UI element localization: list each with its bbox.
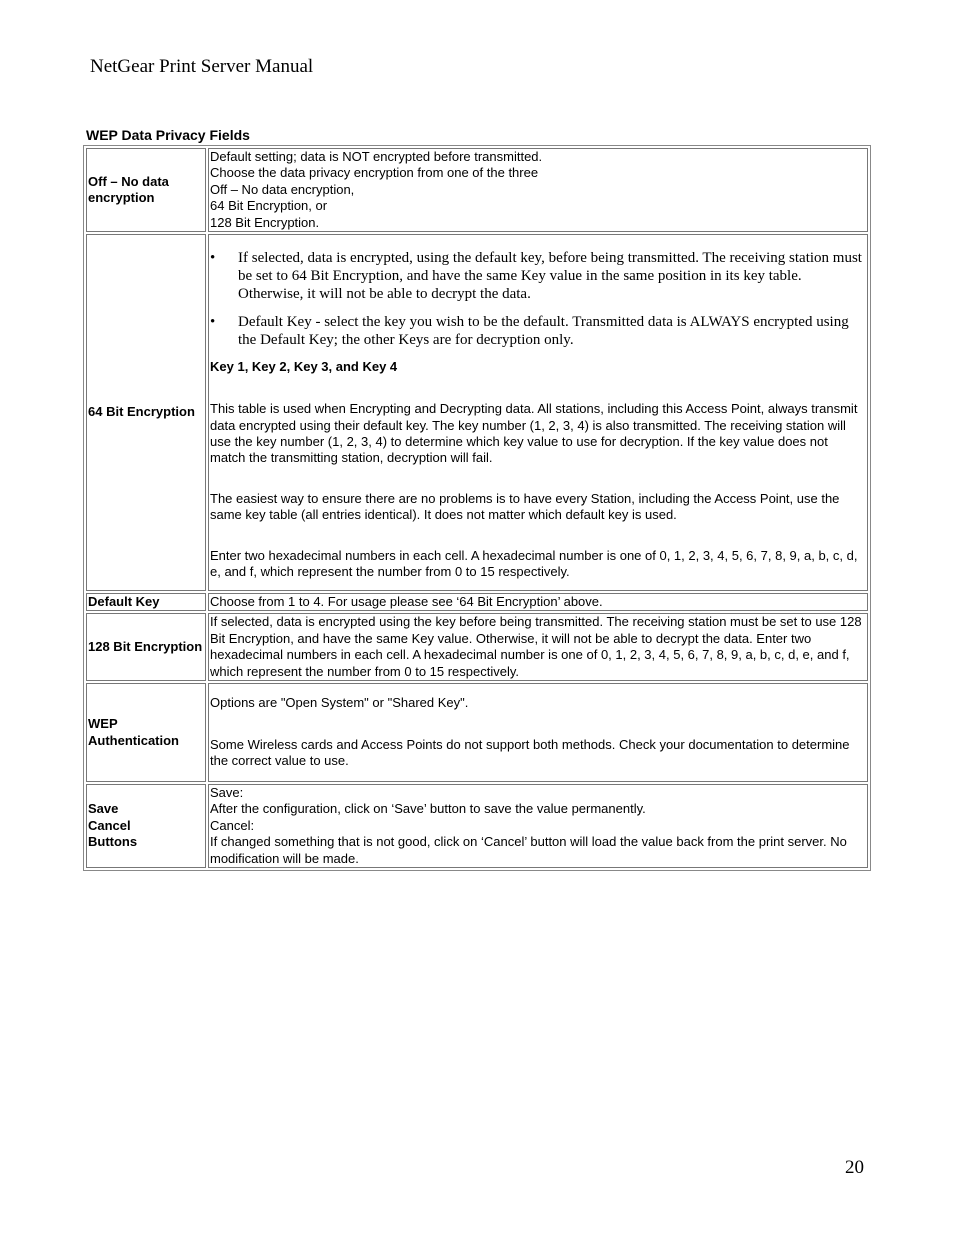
field-description bbox=[208, 683, 868, 782]
bullet-list bbox=[210, 249, 866, 349]
field-description bbox=[208, 784, 868, 868]
paragraph: Some Wireless cards and Access Points do not support both methods. Check your documentation to determine the correct value to use. bbox=[210, 736, 850, 769]
description-line: If changed something that is not good, click on ‘Cancel’ button will load the value back from the print server. No modification will be made. bbox=[210, 834, 847, 866]
field-description bbox=[208, 234, 868, 591]
list-item bbox=[210, 249, 866, 303]
description-line: Off – No data encryption, bbox=[210, 181, 355, 197]
paragraph: The easiest way to ensure there are no problems is to have every Station, including the Access Point, use the same key table (all entries identical). It does not matter which default key is used. bbox=[210, 490, 840, 523]
bullet-text: If selected, data is encrypted, using the default key, before being transmitted. The receiving station must be set to 64 Bit Encryption, and have the same Key value in the same position in its key table. Otherwise, it will not be able to decrypt the data. bbox=[238, 249, 862, 302]
description-line: Choose from 1 to 4. For usage please see ‘64 Bit Encryption’ above. bbox=[210, 594, 603, 610]
table-row bbox=[86, 784, 868, 868]
table-row bbox=[86, 234, 868, 591]
table-row bbox=[86, 148, 868, 232]
paragraph: Options are "Open System" or "Shared Key". bbox=[210, 695, 469, 711]
description-line: After the configuration, click on ‘Save’ button to save the value permanently. bbox=[210, 801, 646, 817]
description-line: Save: bbox=[210, 785, 244, 801]
field-description bbox=[208, 613, 868, 681]
field-label: Default Key bbox=[86, 593, 206, 611]
description-line: 64 Bit Encryption, or bbox=[210, 198, 328, 214]
field-label: 128 Bit Encryption bbox=[86, 613, 206, 681]
field-description bbox=[208, 148, 868, 232]
label-line: Buttons bbox=[88, 834, 138, 850]
table-row bbox=[86, 683, 868, 782]
bullet-icon: • bbox=[210, 313, 216, 330]
description-line: 128 Bit Encryption. bbox=[210, 214, 320, 230]
description-line: Choose the data privacy encryption from one of the three bbox=[210, 165, 539, 181]
description-line: If selected, data is encrypted using the key before being transmitted. The receiving station must be set to use 128 Bit Encryption, and have the same Key value. Otherwise, it will not be able to decrypt the data. Enter two hexadecimal numbers in each cell. A hexadecimal number is one of 0, 1, 2, 3, 4, 5, 6, 7, 8, 9, a, b, c, d, e, and f, which represent the number from 0 to 15 respectively. bbox=[210, 614, 862, 679]
subheading: Key 1, Key 2, Key 3, and Key 4 bbox=[210, 358, 398, 374]
description-line: Default setting; data is NOT encrypted before transmitted. bbox=[210, 149, 543, 164]
label-line: Cancel bbox=[88, 817, 131, 833]
bullet-icon: • bbox=[210, 249, 216, 266]
field-description bbox=[208, 593, 868, 611]
wep-fields-table bbox=[83, 145, 871, 871]
field-label: 64 Bit Encryption bbox=[86, 234, 206, 591]
field-label: Off – No data encryption bbox=[86, 148, 206, 232]
table-row bbox=[86, 613, 868, 681]
section-title: WEP Data Privacy Fields bbox=[86, 127, 250, 143]
list-item bbox=[210, 313, 866, 349]
paragraph: This table is used when Encrypting and Decrypting data. All stations, including this Access Point, always transmit data encrypted using their default key. The key number (1, 2, 3, 4) is also transmitted. The receiving station will use the key number (1, 2, 3, 4) to determine which key value to use for decryption. If the key value does not match the transmitting station, decryption will fail. bbox=[210, 401, 858, 466]
field-label bbox=[86, 784, 206, 868]
field-label: WEP Authentication bbox=[86, 683, 206, 782]
label-line: Save bbox=[88, 801, 119, 817]
bullet-text: Default Key - select the key you wish to be the default. Transmitted data is ALWAYS encrypted using the Default Key; the other Keys are for decryption only. bbox=[238, 313, 849, 348]
table-row bbox=[86, 593, 868, 611]
page-header-title: NetGear Print Server Manual bbox=[90, 56, 314, 77]
paragraph: Enter two hexadecimal numbers in each cell. A hexadecimal number is one of 0, 1, 2, 3, 4, 5, 6, 7, 8, 9, a, b, c, d, e, and f, which represent the number from 0 to 15 respectively. bbox=[210, 547, 858, 579]
description-line: Cancel: bbox=[210, 817, 255, 833]
page-number: 20 bbox=[845, 1157, 864, 1178]
